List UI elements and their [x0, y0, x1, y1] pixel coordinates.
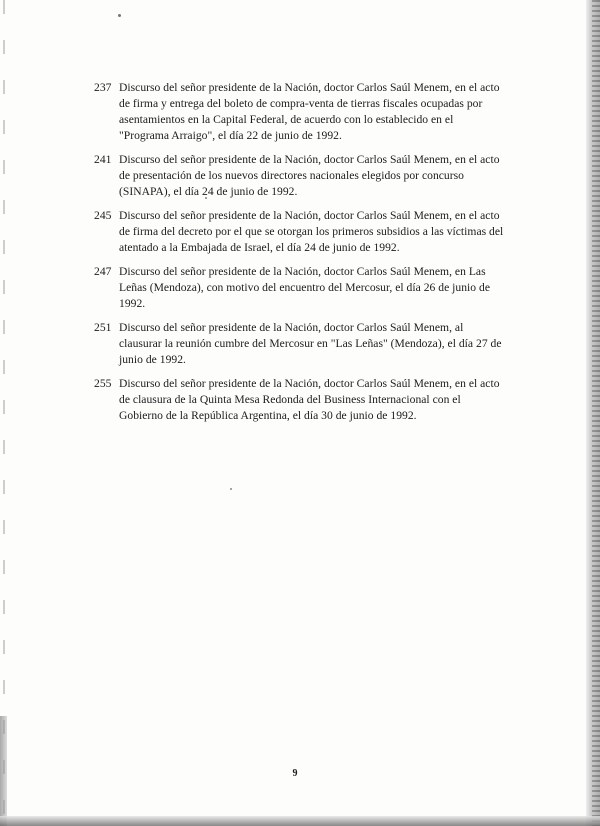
contents-entry — [94, 80, 504, 144]
contents-entry — [94, 208, 504, 256]
scan-dust-mark — [118, 14, 121, 17]
scan-bottom-edge — [0, 816, 600, 826]
scan-speck — [230, 488, 232, 490]
entry-page-number: 251 — [94, 321, 112, 334]
contents-entry — [94, 152, 504, 200]
scan-left-edge — [3, 0, 5, 826]
entry-title: Discurso del señor presidente de la Nación, doctor Carlos Saúl Menem, en el acto de firma y entrega del boleto de compra-venta de tierras fiscales ocupadas por asentamientos en la Capital Federal, de acuerdo con lo establecido en el "Programa Arraigo", el día 22 de junio de 1992. — [119, 81, 500, 142]
entry-page-number: 237 — [94, 81, 112, 94]
entry-title: Discurso del señor presidente de la Nación, doctor Carlos Saúl Menem, en el acto de firma del decreto por el que se otorgan los primeros subsidios a las víctimas del atentado a la Embajada de Israel, el día 24 de junio de 1992. — [119, 209, 504, 254]
entry-title: Discurso del señor presidente de la Nación, doctor Carlos Saúl Menem, en el acto de clausura de la Quinta Mesa Redonda del Business Internacional con el Gobierno de la República Argentina, el día 30 de junio de 1992. — [119, 377, 500, 422]
entry-title: Discurso del señor presidente de la Nación, doctor Carlos Saúl Menem, en el acto de presentación de los nuevos directores nacionales elegidos por concurso (SINAPA), el día 24 de junio de 1992. — [119, 153, 500, 198]
contents-entry — [94, 320, 504, 368]
entry-title: Discurso del señor presidente de la Nación, doctor Carlos Saúl Menem, en Las Leñas (Mendoza), con motivo del encuentro del Mercosur, el día 26 de junio de 1992. — [119, 265, 490, 310]
contents-list — [94, 80, 504, 432]
entry-page-number: 247 — [94, 265, 112, 278]
page-number: 9 — [292, 768, 298, 779]
entry-page-number: 241 — [94, 153, 112, 166]
entry-page-number: 255 — [94, 377, 112, 390]
entry-page-number: 245 — [94, 209, 112, 222]
scan-right-speckle — [592, 0, 600, 826]
contents-entry — [94, 264, 504, 312]
contents-entry — [94, 376, 504, 424]
entry-title: Discurso del señor presidente de la Nación, doctor Carlos Saúl Menem, al clausurar la reunión cumbre del Mercosur en "Las Leñas" (Mendoza), el día 27 de junio de 1992. — [119, 321, 502, 366]
